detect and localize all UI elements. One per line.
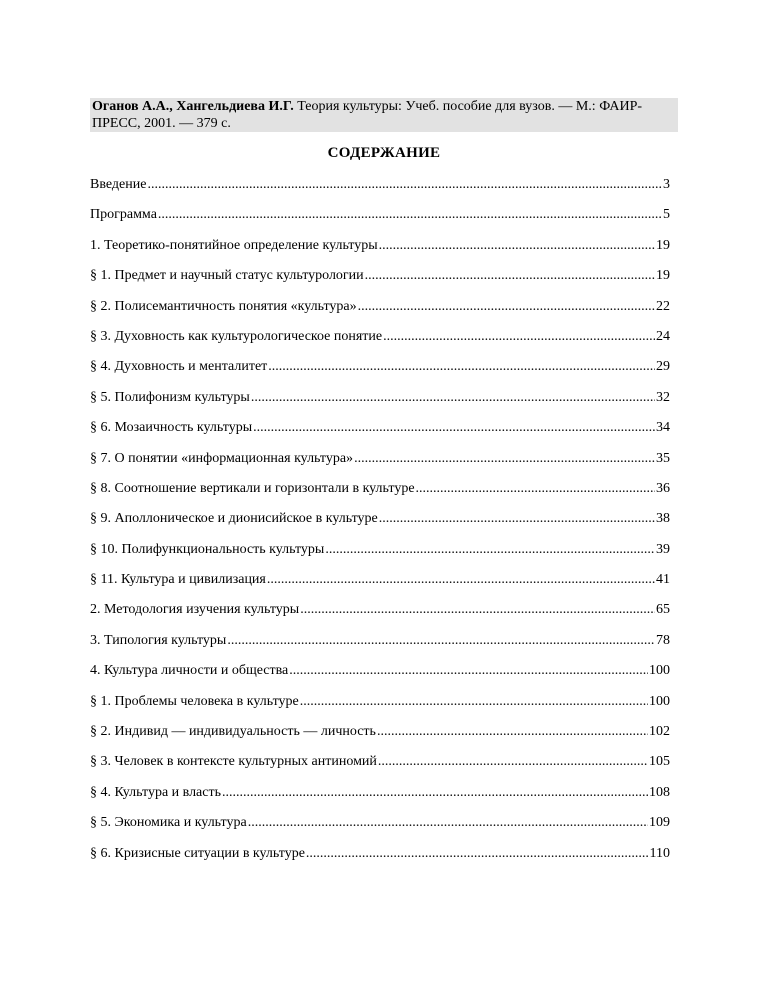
toc-dot-leader <box>365 266 655 286</box>
toc-entry-page: 100 <box>649 663 670 679</box>
toc-entry-page: 24 <box>656 328 670 344</box>
toc-dot-leader <box>358 297 655 317</box>
toc-entry[interactable] <box>90 479 670 509</box>
toc-entry[interactable] <box>90 722 670 752</box>
page-title: СОДЕРЖАНИЕ <box>327 145 441 161</box>
toc-entry[interactable] <box>90 844 670 874</box>
citation-details: Теория культуры: Учеб. пособие для вузов. — М.: ФАИР-ПРЕСС, 2001. — 379 с. <box>92 99 643 131</box>
toc-entry-page: 19 <box>656 237 670 253</box>
toc-entry-page: 38 <box>656 511 670 527</box>
toc-entry[interactable] <box>90 205 670 235</box>
toc-entry-title: § 11. Культура и цивилизация <box>90 572 266 588</box>
toc-entry[interactable] <box>90 783 670 813</box>
toc-entry[interactable] <box>90 661 670 691</box>
toc-entry-title: § 7. О понятии «информационная культура» <box>90 450 354 466</box>
toc-entry-page: 41 <box>656 572 670 588</box>
toc-entry-title: 3. Типология культуры <box>90 632 227 648</box>
toc-entry-title: § 8. Соотношение вертикали и горизонтали в культуре <box>90 480 415 496</box>
toc-entry-page: 110 <box>649 845 670 861</box>
toc-dot-leader <box>158 205 662 225</box>
toc-entry-title: § 10. Полифункциональность культуры <box>90 541 325 557</box>
toc-dot-leader <box>378 752 648 772</box>
toc-dot-leader <box>147 175 662 195</box>
toc-entry[interactable] <box>90 236 670 266</box>
toc-entry[interactable] <box>90 449 670 479</box>
toc-dot-leader <box>416 479 655 499</box>
toc-dot-leader <box>379 236 655 256</box>
toc-entry-title: 2. Методология изучения культуры <box>90 602 300 618</box>
toc-entry-page: 34 <box>656 420 670 436</box>
toc-entry[interactable] <box>90 540 670 570</box>
toc-entry[interactable] <box>90 175 670 205</box>
toc-entry[interactable] <box>90 600 670 630</box>
toc-entry-page: 108 <box>649 784 670 800</box>
toc-entry-page: 65 <box>656 602 670 618</box>
toc-entry-page: 29 <box>656 359 670 375</box>
citation-authors: Оганов А.А., Хангельдиева И.Г. <box>92 99 294 114</box>
toc-entry-page: 35 <box>656 450 670 466</box>
toc-entry-page: 36 <box>656 480 670 496</box>
toc-entry-title: § 3. Духовность как культурологическое понятие <box>90 328 383 344</box>
toc-entry-title: 4. Культура личности и общества <box>90 663 289 679</box>
toc-entry-page: 5 <box>663 207 670 223</box>
toc-entry[interactable] <box>90 327 670 357</box>
toc-entry[interactable] <box>90 418 670 448</box>
toc-dot-leader <box>248 813 648 833</box>
toc-entry-page: 100 <box>649 693 670 709</box>
toc-entry-title: § 6. Кризисные ситуации в культуре <box>90 845 305 861</box>
toc-entry-title: § 3. Человек в контексте культурных антиномий <box>90 754 377 770</box>
toc-entry-page: 19 <box>656 268 670 284</box>
toc-entry-title: § 2. Индивид — индивидуальность — личность <box>90 724 376 740</box>
toc-entry-page: 102 <box>649 724 670 740</box>
toc-entry-title: § 6. Мозаичность культуры <box>90 420 253 436</box>
toc-dot-leader <box>383 327 655 347</box>
toc-entry-title: § 5. Экономика и культура <box>90 815 247 831</box>
toc-entry[interactable] <box>90 266 670 296</box>
toc-dot-leader <box>306 844 649 864</box>
toc-entry[interactable] <box>90 813 670 843</box>
toc-dot-leader <box>354 449 655 469</box>
toc-entry[interactable] <box>90 297 670 327</box>
toc-entry-page: 3 <box>663 177 670 192</box>
toc-entry-title: § 1. Проблемы человека в культуре <box>90 693 299 709</box>
toc-dot-leader <box>267 570 655 590</box>
toc-entry-page: 78 <box>656 632 670 648</box>
toc-entry-title: 1. Теоретико-понятийное определение культуры <box>90 237 378 253</box>
toc-dot-leader <box>289 661 648 681</box>
toc-dot-leader <box>222 783 648 803</box>
toc-dot-leader <box>253 418 655 438</box>
toc-entry-page: 109 <box>649 815 670 831</box>
toc-entry-page: 22 <box>656 298 670 314</box>
toc-entry-title: § 1. Предмет и научный статус культурологии <box>90 268 364 284</box>
toc-dot-leader <box>325 540 655 560</box>
toc-dot-leader <box>251 388 655 408</box>
toc-dot-leader <box>377 722 648 742</box>
toc-dot-leader <box>379 509 655 529</box>
toc-entry-page: 105 <box>649 754 670 770</box>
toc-dot-leader <box>227 631 655 651</box>
citation-block <box>90 98 678 132</box>
toc-entry[interactable] <box>90 631 670 661</box>
toc-entry[interactable] <box>90 509 670 539</box>
toc-entry[interactable] <box>90 692 670 722</box>
toc-entry[interactable] <box>90 570 670 600</box>
toc-entry[interactable] <box>90 752 670 782</box>
toc-entry[interactable] <box>90 388 670 418</box>
toc-entry-title: Введение <box>90 177 147 192</box>
toc-entry-title: § 4. Духовность и менталитет <box>90 359 268 375</box>
toc-dot-leader <box>268 357 655 377</box>
toc-entry-page: 32 <box>656 389 670 405</box>
toc-entry-title: § 4. Культура и власть <box>90 784 221 800</box>
table-of-contents <box>90 175 670 874</box>
toc-entry-title: Программа <box>90 207 157 223</box>
toc-dot-leader <box>300 692 648 712</box>
toc-dot-leader <box>300 600 655 620</box>
toc-entry-title: § 2. Полисемантичность понятия «культура» <box>90 298 357 314</box>
toc-entry-title: § 5. Полифонизм культуры <box>90 389 250 405</box>
toc-entry[interactable] <box>90 357 670 387</box>
toc-entry-title: § 9. Аполлоническое и дионисийское в культуре <box>90 511 378 527</box>
toc-entry-page: 39 <box>656 541 670 557</box>
